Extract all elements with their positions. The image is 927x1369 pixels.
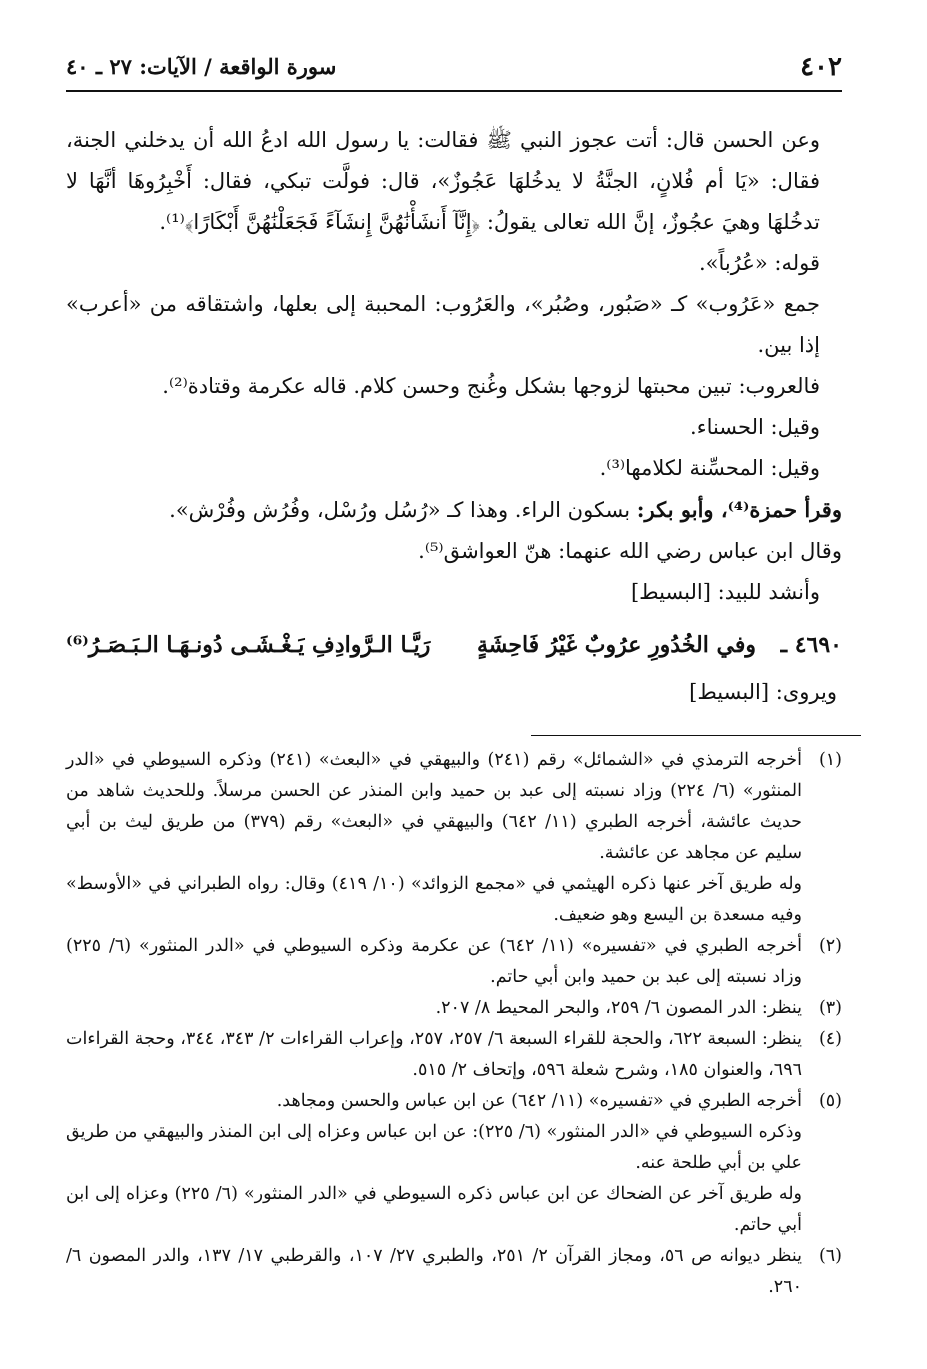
footnote-paragraph: أخرجه الطبري في «تفسيره» (١١/ ٦٤٢) عن عكرمة وذكره السيوطي في «الدر المنثور» (٦/ ٢٢٥) وزاد نسبته إلى عبد بن حميد وابن أبي حاتم. <box>66 936 803 987</box>
footnote-paragraph: ينظر: السبعة ٦٢٢، والحجة للقراء السبعة ٦/ ٢٥٧، ٢٥٧، وإعراب القراءات ٢/ ٣٤٣، ٣٤٤، وحجة القراءات ٦٩٦، والعنوان ١٨٥، وشرح شعلة ٥٩٦، وإتحاف ٢/ ٥١٥. <box>66 1029 802 1080</box>
paragraph-muhassina: وقيل: المحسِّنة لكلامها⁽³⁾. <box>599 456 820 480</box>
footnote <box>66 745 842 931</box>
footnote <box>66 1086 842 1241</box>
qiraa-text: بسكون الراء. وهذا كـ «رُسُل ورُسْل، وفُرُش وفُرْش». <box>169 498 637 522</box>
main-text <box>66 120 842 613</box>
page-header <box>66 52 842 92</box>
footnote-text <box>66 993 802 1024</box>
verse-number: ٤٦٩٠ ـ <box>780 632 842 658</box>
running-title: سورة الواقعة / الآيات: ٢٧ ـ ٤٠ <box>66 54 337 79</box>
footnote-number: (٦) <box>818 1246 842 1266</box>
poetry-verse <box>66 632 842 676</box>
footnote-paragraph: أخرجه الترمذي في «الشمائل» رقم (٢٤١) والبيهقي في «البعث» (٢٤١) وذكره السيوطي في «الدر المنثور» (٦/ ٢٢٤) وزاد نسبته إلى عبد بن حميد وابن المنذر عن الحسن مرسلاً. وللحديث شاهد من حديث عائشة، أخرجه الطبري (١١/ ٦٤٢) والبيهقي في «البعث» رقم (٣٧٩) من طريق ليث بن أبي سليم عن مجاهد عن عائشة. <box>66 750 802 863</box>
footnote-number: (٢) <box>818 936 842 956</box>
footnote-text <box>66 1024 802 1086</box>
footnote-separator <box>531 735 861 736</box>
verse-second-hemistich: رَيَّـا الـرَّوادِفِ يَـغْـشَـى دُونـهَـا الـبَـصَـرُ⁽⁶⁾ <box>66 632 431 658</box>
footnote-text <box>66 745 802 931</box>
footnote-paragraph: ينظر: الدر المصون ٦/ ٢٥٩، والبحر المحيط ٨/ ٢٠٧. <box>435 998 802 1018</box>
footnote <box>66 931 842 993</box>
page-number: ٤٠٢ <box>800 52 842 82</box>
footnote <box>66 1024 842 1086</box>
paragraph-qawluh: قوله: «عُرُباً». <box>698 251 820 275</box>
paragraph-yurwa: ويروى: [البسيط] <box>689 680 837 704</box>
footnote-text <box>66 931 802 993</box>
footnote <box>66 993 842 1024</box>
header-rule <box>66 90 842 92</box>
qiraa-readers: وقرأ حمزة⁽⁴⁾، وأبو بكر: <box>636 497 842 522</box>
paragraph-qiraa <box>66 489 842 531</box>
footnote-paragraph: وله طريق آخر عنها ذكره الهيثمي في «مجمع الزوائد» (١٠/ ٤١٩) وقال: رواه الطبراني في «الأوسط» وفيه مسعدة بن اليسع وهو ضعيف. <box>66 874 802 925</box>
footnote-number: (٤) <box>818 1029 842 1049</box>
paragraph-jam: جمع «عَرُوب» كـ «صَبُور، وصُبُر»، والعَرُوب: المحببة إلى بعلها، واشتقاقه من «أعرب» إذا بين. <box>66 292 820 357</box>
paragraph-labid: وأنشد للبيد: [البسيط] <box>630 580 820 604</box>
paragraph-aroub: فالعروب: تبين محبتها لزوجها بشكل وغُنج وحسن كلام. قاله عكرمة وقتادة⁽²⁾. <box>162 374 820 398</box>
paragraph-hasna: وقيل: الحسناء. <box>690 415 820 439</box>
footnote-text <box>66 1241 802 1303</box>
verse-first-hemistich: وفي الخُدُورِ عرُوبٌ غَيْرُ فَاحِشَةٍ <box>476 632 756 658</box>
footnote-number: (٣) <box>818 998 842 1018</box>
paragraph-hadith: وعن الحسن قال: أتت عجوز النبي ﷺ فقالت: يا رسول الله ادعُ الله أن يدخلني الجنة، فقال: «يَا أم فُلانٍ، الجنَّةُ لا يدخُلهَا عَجُوزٌ»، قال: فولَّت تبكي، فقال: أَخْبِرُوهَا أنَّهَا لا تدخُلهَا وهيَ عجُوزٌ، إنَّ الله تعالى يقولُ: ﴿إِنَّآ أَنشَأْنَٰهُنَّ إِنشَآءً فَجَعَلْنَٰهُنَّ أَبْكَارًا﴾⁽¹⁾. <box>66 128 820 234</box>
footnotes <box>66 745 842 1303</box>
footnote-paragraph: ينظر ديوانه ص ٥٦، ومجاز القرآن ٢/ ٢٥١، والطبري ٢٧/ ١٠٧، والقرطبي ١٧/ ١٣٧، والدر المصون ٦/ ٢٦٠. <box>66 1246 802 1297</box>
footnote-paragraph: أخرجه الطبري في «تفسيره» (١١/ ٦٤٢) عن ابن عباس والحسن ومجاهد. <box>276 1091 802 1111</box>
footnote-paragraph: وله طريق آخر عن الضحاك عن ابن عباس ذكره السيوطي في «الدر المنثور» (٦/ ٢٢٥) وعزاه إلى ابن أبي حاتم. <box>66 1184 802 1235</box>
paragraph-ibn-abbas: وقال ابن عباس رضي الله عنهما: هنّ العواشق⁽⁵⁾. <box>418 539 842 563</box>
footnote-paragraph: وذكره السيوطي في «الدر المنثور» (٦/ ٢٢٥): عن ابن عباس وعزاه إلى ابن المنذر والبيهقي من طريق علي بن أبي طلحة عنه. <box>66 1122 803 1173</box>
footnote <box>66 1241 842 1303</box>
footnote-number: (١) <box>818 750 842 770</box>
footnote-text <box>66 1086 802 1241</box>
footnote-number: (٥) <box>818 1091 842 1111</box>
